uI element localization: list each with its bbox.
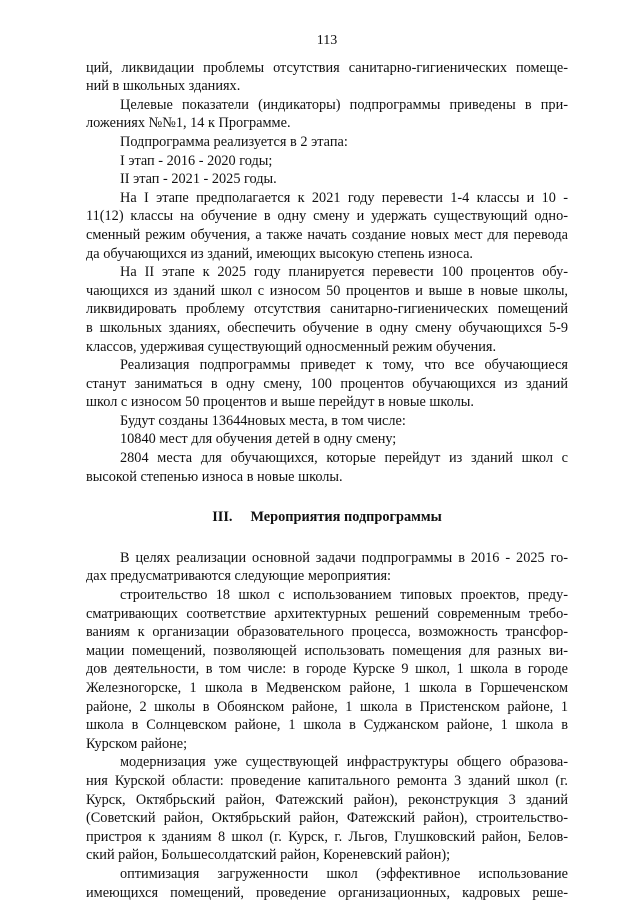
text-line: ния Курской области: проведение капитального ремонта 3 зданий школ (г. bbox=[86, 772, 568, 789]
section-heading bbox=[86, 508, 568, 527]
text-line: высокой степенью износа в новые школы. bbox=[86, 468, 343, 485]
paragraph bbox=[86, 549, 568, 586]
paragraph bbox=[86, 96, 568, 133]
paragraph bbox=[86, 189, 568, 263]
text-line: 2804 места для обучающихся, которые перейдут из зданий школ с bbox=[120, 450, 568, 467]
text-line: (Советский район, Октябрьский район, Фатежский район), строительство- bbox=[86, 810, 568, 827]
paragraph bbox=[86, 152, 568, 171]
text-line: В целях реализации основной задачи подпрограммы в 2016 - 2025 го- bbox=[120, 549, 568, 566]
text-line: пристроя к зданиям 8 школ (г. Курск, г. Льгов, Глушковский район, Белов- bbox=[86, 828, 568, 845]
text-line: ний в школьных зданиях. bbox=[86, 78, 241, 95]
text-line: Целевые показатели (индикаторы) подпрограммы приведены в при- bbox=[120, 96, 568, 113]
text-after-section bbox=[86, 549, 568, 902]
paragraph bbox=[86, 449, 568, 486]
paragraph bbox=[86, 412, 568, 431]
paragraph bbox=[86, 586, 568, 753]
text-line: Реализация подпрограммы приведет к тому, что все обучающиеся bbox=[120, 357, 568, 374]
text-line: классов, удерживая существующий односменный режим обучения. bbox=[86, 338, 497, 355]
paragraph bbox=[86, 170, 568, 189]
text-line: дах предусматриваются следующие мероприятия: bbox=[86, 568, 392, 585]
paragraph bbox=[86, 356, 568, 412]
paragraph bbox=[86, 430, 568, 449]
paragraph bbox=[86, 865, 568, 902]
text-line: ложениях №№1, 14 к Программе. bbox=[86, 115, 291, 132]
text-line: модернизация уже существующей инфраструктуры общего образова- bbox=[120, 754, 568, 771]
text-line: чающихся из зданий школ с износом 50 процентов и выше в новые школы, bbox=[86, 282, 568, 299]
text-line: ций, ликвидации проблемы отсутствия санитарно-гигиенических помеще- bbox=[86, 59, 568, 76]
text-line: Будут созданы 13644новых места, в том числе: bbox=[120, 412, 406, 429]
paragraph bbox=[86, 133, 568, 152]
text-line: сматривающих соответствие архитектурных решений современным требо- bbox=[86, 605, 568, 622]
section-number: III. bbox=[212, 509, 233, 526]
text-line: дов деятельности, в том числе: в городе Курске 9 школ, 1 школа в городе bbox=[86, 661, 568, 678]
text-line: На I этапе предполагается к 2021 году перевести 1-4 классы и 10 - bbox=[120, 189, 568, 206]
text-line: строительство 18 школ с использованием типовых проектов, преду- bbox=[120, 587, 568, 604]
text-line: ваниям к организации образовательного процесса, возможность трансфор- bbox=[86, 624, 568, 641]
paragraph bbox=[86, 59, 568, 96]
text-line: в школьных зданиях, обеспечить обучение в одну смену обучающихся 5-9 bbox=[86, 319, 568, 336]
text-line: мации помещений, позволяющей использовать помещения для разных ви- bbox=[86, 642, 568, 659]
text-line: На II этапе к 2025 году планируется перевести 100 процентов обу- bbox=[120, 264, 568, 281]
text-line: Железногорске, 1 школа в Медвенском районе, 1 школа в Горшеченском bbox=[86, 680, 568, 696]
text-line: районе, 2 школы в Обоянском районе, 1 школа в Пристенском районе, 1 bbox=[86, 698, 568, 715]
text-line: ликвидировать проблему отсутствия санитарно-гигиенических помещений bbox=[86, 301, 568, 318]
text-line: II этап - 2021 - 2025 годы. bbox=[120, 171, 277, 188]
text-line: Курском районе; bbox=[86, 735, 188, 752]
text-before-section bbox=[86, 59, 568, 487]
text-line: Подпрограмма реализуется в 2 этапа: bbox=[120, 133, 348, 150]
document-page bbox=[86, 32, 568, 902]
text-line: имеющихся помещений, проведение организационных, кадровых реше- bbox=[86, 884, 568, 901]
text-line: школа в Солнцевском районе, 1 школа в Суджанском районе, 1 школа в bbox=[86, 717, 568, 734]
text-line: I этап - 2016 - 2020 годы; bbox=[120, 152, 273, 169]
paragraph bbox=[86, 753, 568, 865]
text-line: ский район, Большесолдатский район, Кореневский район); bbox=[86, 847, 451, 864]
text-line: школ с износом 50 процентов и выше перейдут в новые школы. bbox=[86, 394, 474, 411]
text-line: станут заниматься в одну смену, 100 процентов обучающихся из зданий bbox=[86, 375, 568, 392]
text-line: да обучающихся из зданий, имеющих высокую степень износа. bbox=[86, 245, 473, 262]
paragraph bbox=[86, 263, 568, 356]
text-line: оптимизация загруженности школ (эффективное использование bbox=[120, 865, 568, 882]
page-number: 113 bbox=[316, 33, 338, 48]
text-line: сменный режим обучения, а также начать создание новых мест для переводa bbox=[86, 226, 568, 243]
text-line: 11(12) классы на обучение в одну смену и удержать существующий одно- bbox=[86, 208, 568, 225]
text-line: 10840 мест для обучения детей в одну смену; bbox=[120, 431, 397, 448]
section-title: Мероприятия подпрограммы bbox=[250, 509, 442, 526]
text-line: Курск, Октябрьский район, Фатежский район), реконструкция 3 зданий bbox=[86, 791, 568, 808]
